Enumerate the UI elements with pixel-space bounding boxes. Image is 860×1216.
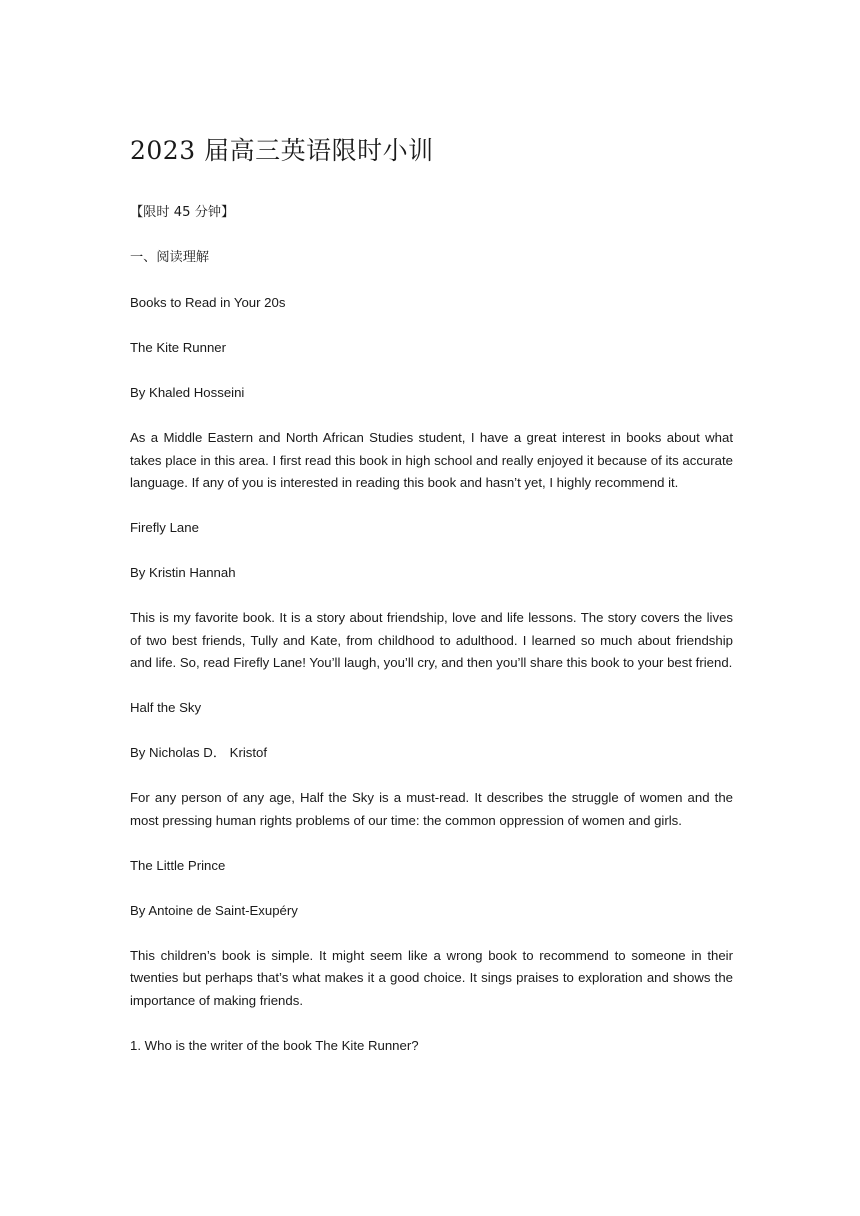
book-review: This is my favorite book. It is a story about friendship, love and life lessons. The story covers the lives of two best friends, Tully and Kate, from childhood to adulthood. I learned so much about friendship and life. So, read Firefly Lane! You’ll laugh, you’ll cry, and then you’ll share this book to your best friend. bbox=[130, 610, 733, 670]
book-title: Half the Sky bbox=[130, 700, 202, 715]
document-page bbox=[130, 128, 733, 1080]
book-review: This children’s book is simple. It might seem like a wrong book to recommend to someone in their twenties but perhaps that’s what makes it a good choice. It sings praises to exploration and shows the importance of making friends. bbox=[130, 947, 733, 1008]
book-title: Firefly Lane bbox=[130, 520, 199, 535]
book-author: By Khaled Hosseini bbox=[130, 385, 245, 400]
section-heading: 一、阅读理解 bbox=[130, 250, 210, 265]
book-title: The Little Prince bbox=[130, 857, 226, 873]
time-limit-note: 【限时 45 分钟】 bbox=[130, 205, 235, 220]
book-author: By Kristin Hannah bbox=[130, 565, 236, 580]
book-review: For any person of any age, Half the Sky is a must-read. It describes the struggle of women and the most pressing human rights problems of our time: the common oppression of women and girls. bbox=[130, 790, 733, 828]
book-review: As a Middle Eastern and North African Studies student, I have a great interest in books about what takes place in this area. I first read this book in high school and really enjoyed it because of its accurate language. If any of you is interested in reading this book and hasn’t yet, I highly recommend it. bbox=[130, 430, 733, 490]
book-title: The Kite Runner bbox=[130, 340, 227, 355]
book-author: By Nicholas D． Kristof bbox=[130, 745, 268, 760]
question-1: 1. Who is the writer of the book The Kite Runner? bbox=[130, 1037, 419, 1053]
passage-title: Books to Read in Your 20s bbox=[130, 295, 286, 310]
book-author: By Antoine de Saint-Exupéry bbox=[130, 902, 298, 918]
document-title: 2023 届高三英语限时小训 bbox=[130, 136, 434, 165]
